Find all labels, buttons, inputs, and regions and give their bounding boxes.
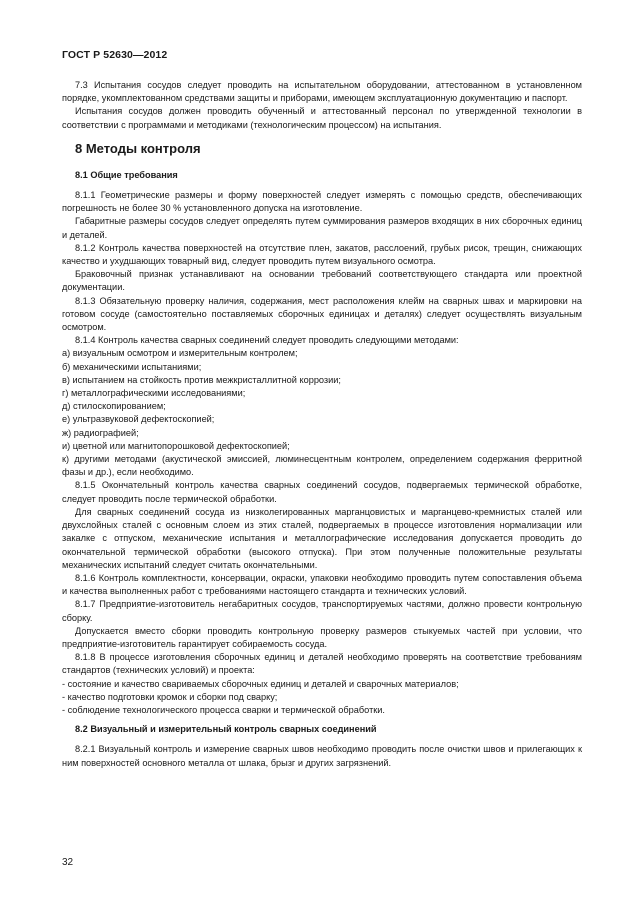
list-item: е) ультразвуковой дефектоскопией; [62, 414, 215, 425]
paragraph: Для сварных соединений сосуда из низколегированных марганцовистых и марганцево-кремнистых сталей или двухслойных сталей с основным слоем из этих сталей, подвергаемых в процессе изготовления нормализации или закалке с отпуском, механические испытания и металлографические исследования допускается проводить до окончательной термической обработки (высокого отпуска). При этом полученные положительные результаты механических испытаний следует считать окончательными. [62, 506, 582, 570]
list-item: к) другими методами (акустической эмиссией, люминесцентным контролем, определением содержания ферритной фазы и др.), если необходимо. [62, 454, 582, 478]
paragraph: 7.3 Испытания сосудов следует проводить на испытательном оборудовании, аттестованном в установленном порядке, укомплектованном средствами защиты и приборами, имеющем эксплуатационную документацию и паспорт. [62, 80, 582, 104]
list-item: г) металлографическими исследованиями; [62, 388, 246, 399]
list-item: в) испытанием на стойкость против межкристаллитной коррозии; [62, 374, 341, 385]
document-body [62, 79, 582, 770]
dash-list-item: - состояние и качество свариваемых сборочных единиц и деталей и сварочных материалов; [62, 678, 459, 689]
list-item: д) стилоскопированием; [62, 401, 166, 412]
paragraph: Браковочный признак устанавливают на основании требований соответствующего стандарта или проектной документации. [62, 269, 582, 293]
list-item: б) механическими испытаниями; [62, 361, 202, 372]
paragraph: Допускается вместо сборки проводить контрольную проверку размеров стыкуемых частей при условии, что предприятие-изготовитель гарантирует собираемость сосуда. [62, 625, 582, 649]
dash-list-item: - соблюдение технологического процесса сварки и термической обработки. [62, 704, 385, 715]
paragraph: 8.1.8 В процессе изготовления сборочных единиц и деталей необходимо проверять на соответствие требованиям стандартов (технических условий) и проекта: [62, 652, 582, 676]
subsection-heading: 8.2 Визуальный и измерительный контроль сварных соединений [75, 724, 377, 735]
paragraph: 8.1.7 Предприятие-изготовитель негабаритных сосудов, транспортируемых частями, должно провести контрольную сборку. [62, 599, 582, 623]
subsection-heading: 8.1 Общие требования [75, 169, 178, 180]
paragraph: Испытания сосудов должен проводить обученный и аттестованный персонал по утвержденной технологии в соответствии с программами и методиками (технологическим процессом) на испытания. [62, 106, 582, 130]
standard-header: ГОСТ Р 52630—2012 [62, 49, 168, 61]
page-number: 32 [62, 857, 74, 868]
section-heading: 8 Методы контроля [75, 140, 201, 156]
paragraph: Габаритные размеры сосудов следует определять путем суммирования размеров входящих в них сборочных единиц и деталей. [62, 216, 582, 240]
paragraph: 8.2.1 Визуальный контроль и измерение сварных швов необходимо проводить после очистки швов и прилегающих к ним поверхностей основного металла от шлака, брызг и других загрязнений. [62, 744, 582, 768]
paragraph: 8.1.2 Контроль качества поверхностей на отсутствие плен, закатов, расслоений, грубых рисок, трещин, снижающих качество и ухудшающих товарный вид, следует проводить путем визуального осмотра. [62, 242, 582, 267]
paragraph: 8.1.3 Обязательную проверку наличия, содержания, мест расположения клейм на сварных швах и маркировки на готовом сосуде (самостоятельно поставляемых сборочных единицах и деталях) следует осуществлять визуальным осмотром. [62, 295, 582, 333]
dash-list-item: - качество подготовки кромок и сборки под сварку; [62, 691, 278, 702]
paragraph: 8.1.1 Геометрические размеры и форму поверхностей следует измерять с помощью средств, обеспечивающих погрешность не более 30 % установленного допуска на изготовление. [62, 190, 582, 214]
paragraph: 8.1.6 Контроль комплектности, консервации, окраски, упаковки необходимо проводить путем сопоставления объема и качества выполненных работ с требованиями настоящего стандарта и технических условий. [62, 572, 582, 597]
list-item: и) цветной или магнитопорошковой дефектоскопией; [62, 440, 290, 451]
paragraph: 8.1.4 Контроль качества сварных соединений следует проводить следующими методами: [75, 335, 459, 346]
list-item: а) визуальным осмотром и измерительным контролем; [62, 348, 298, 359]
list-item: ж) радиографией; [62, 427, 139, 438]
paragraph: 8.1.5 Окончательный контроль качества сварных соединений сосудов, подвергаемых термической обработке, следует проводить после термической обработки. [62, 480, 582, 504]
